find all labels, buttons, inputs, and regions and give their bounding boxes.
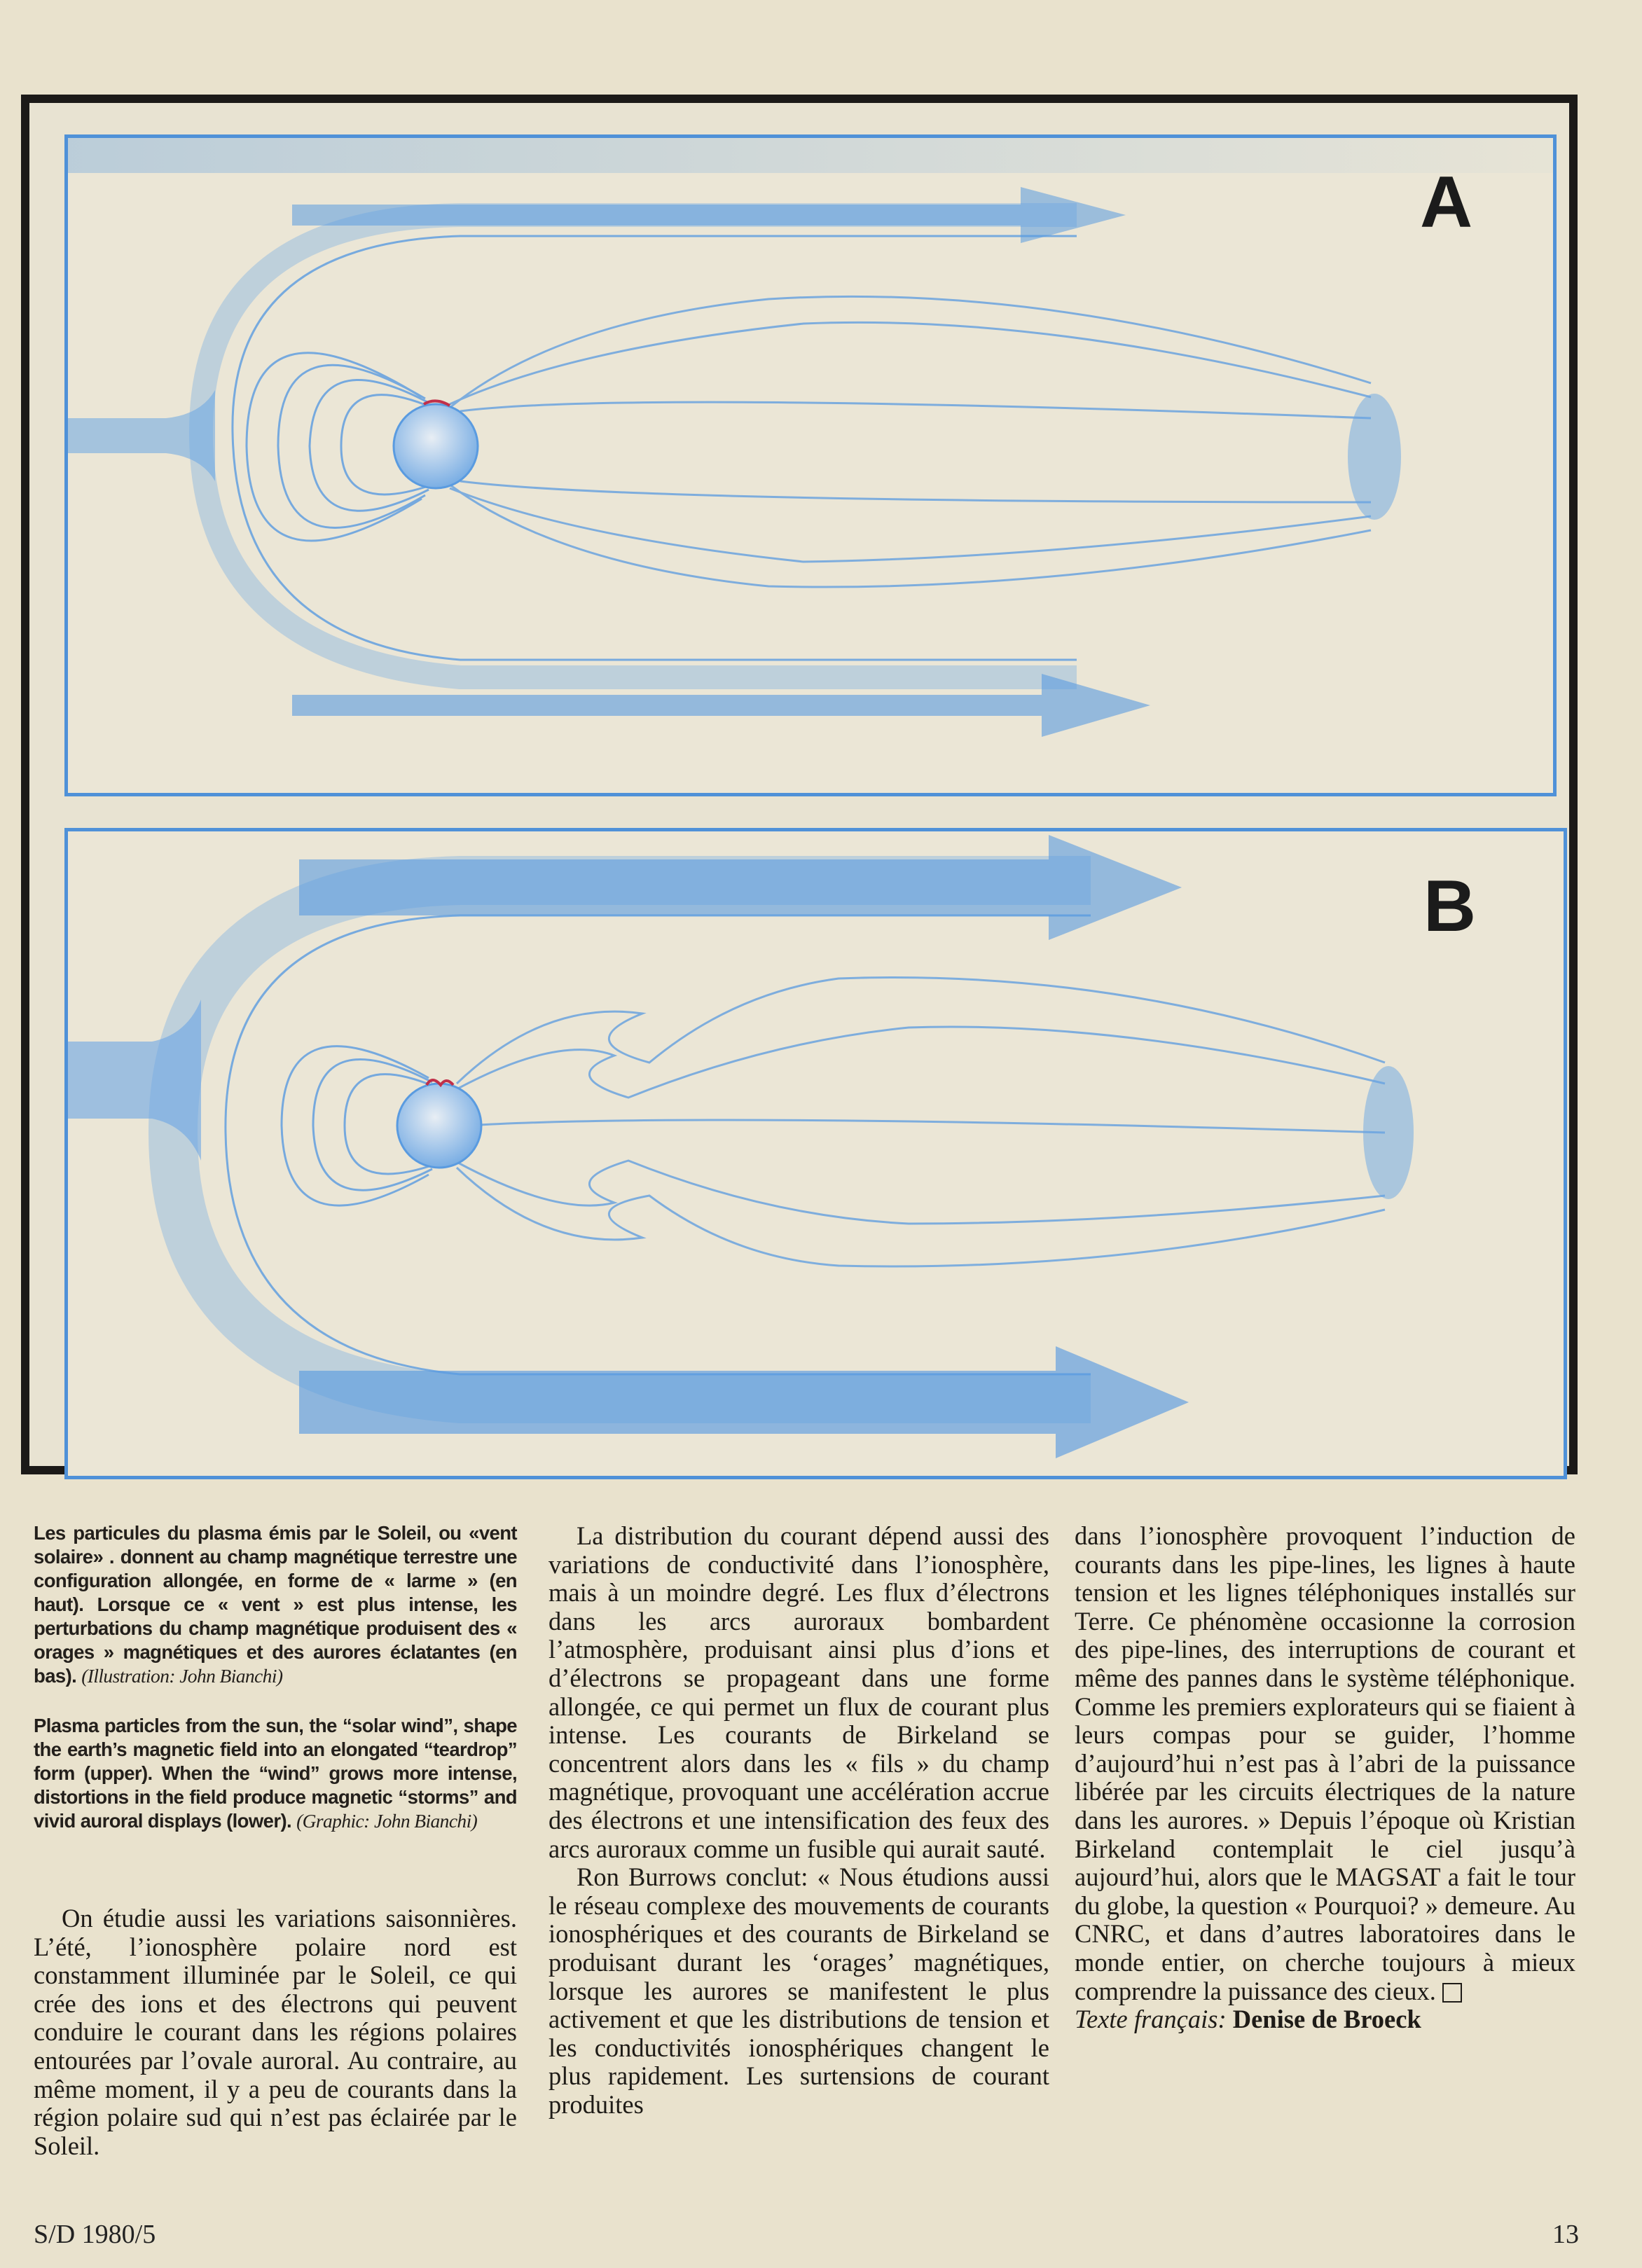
illustration-frame [21, 95, 1578, 1474]
paragraph: La distribution du courant dépend aussi des variations de conductivité dans l’ionosphère, mais à un moindre degré. Les flux d’électrons dans les arcs auroraux bombardent l’atmosphère, produisant ainsi plus d’ions et d’électrons se propageant dans une forme allongée, ce qui permet un flux de courant plus intense. Les courants de Birkeland se concentrent alors dans les « fils » du champ magnétique, provoquant une accélération accrue des électrons et une intensification des feux des arcs auroraux comme un fusible qui aurait sauté. [549, 1521, 1049, 1863]
panel-b-drawing [68, 831, 1564, 1476]
magnetopause-line [226, 915, 1091, 1374]
end-mark-square [1442, 1983, 1462, 2003]
caption-french [34, 1521, 517, 1688]
caption-english-text: Plasma particles from the sun, the “solar wind”, shape the earth’s magnetic field into an elongated “teardrop” form (upper). When the “wind” grows more intense, distortions in the field produce magnetic “storms” and vivid auroral displays (lower). [34, 1715, 517, 1832]
panel-a-drawing [68, 138, 1553, 793]
distorted-field-lines [457, 978, 1385, 1267]
article-column-2 [549, 1522, 1049, 2119]
upper-flow-arrow [292, 187, 1126, 243]
caption-english-credit: (Graphic: John Bianchi) [296, 1810, 478, 1832]
top-haze [68, 138, 1553, 173]
article-column-1 [34, 1904, 517, 2160]
translation-label: Texte français: [1075, 2005, 1227, 2034]
lower-flow-arrow [299, 1346, 1189, 1458]
translator-name: Denise de Broeck [1232, 2005, 1421, 2034]
panel-label-b: B [1423, 866, 1477, 947]
tail-opening [1348, 394, 1401, 520]
tail-field-lines [450, 296, 1371, 587]
earth-globe [394, 404, 478, 488]
caption-english [34, 1714, 517, 1833]
paragraph [1075, 1522, 1575, 2005]
panel-b-magnetic-storm [64, 828, 1567, 1479]
panel-label-a: A [1420, 162, 1473, 243]
page-number: 13 [1552, 2220, 1579, 2249]
caption-french-credit: (Illustration: John Bianchi) [81, 1665, 283, 1687]
upper-flow-arrow [299, 835, 1182, 940]
paragraph: On étudie aussi les variations saisonnières. L’été, l’ionosphère polaire nord est constamment illuminée par le Soleil, ce qui crée des ions et des électrons qui peuvent conduire le courant dans les régions polaires entourées par l’ovale auroral. Au contraire, au même moment, il y a peu de courants dans la région polaire sud qui n’est pas éclairée par le Soleil. [34, 1904, 517, 2160]
magnetopause-envelope [201, 215, 1077, 677]
paragraph: Ron Burrows conclut: « Nous étudions aussi le réseau complexe des mouvements de courants ionosphériques et des courants de Birkeland se produisant durant les ‘orages’ magnétiques, lorsque les aurores se manifestent le plus activement et que les distributions de tension et les conductivités ionosphériques changent le plus rapidement. Les surtensions de courant produites [549, 1862, 1049, 2119]
tail-opening [1363, 1066, 1414, 1199]
caption-french-text: Les particules du plasma émis par le Soleil, ou «vent solaire» . donnent au champ magnétique terrestre une configuration allongée, en forme de « larme » (en haut). Lorsque ce « vent » est plus intense, les perturbations du champ magnétique produisent des « orages » magnétiques et des aurores éclatantes (en bas). [34, 1522, 517, 1687]
issue-label: S/D 1980/5 [34, 2220, 156, 2249]
paragraph-text: dans l’ionosphère provoquent l’induction de courants dans les pipe-lines, les lignes à haute tension et les lignes téléphoniques installés sur Terre. Ce phénomène occasionne la corrosion des pipe-lines, des interruptions de courant et même des pannes dans le système téléphonique. Comme les premiers explorateurs qui se fiaient à leurs compas pour se guider, l’homme d’aujourd’hui n’est pas à l’abri de la puissance libérée par les circuits électriques de la nature dans les aurores. » Depuis l’époque où Kristian Birkeland contemplait le ciel jusqu’à aujourd’hui, alors que le MAGSAT a fait le tour du globe, la question « Pourquoi? » demeure. Au CNRC, et dans d’autres laboratoires dans le monde entier, on cherche toujours à mieux comprendre la puissance des cieux. [1075, 1521, 1575, 2005]
panel-a-magnetosphere [64, 134, 1557, 796]
translation-credit [1075, 2005, 1575, 2034]
earth-globe [397, 1084, 481, 1168]
magnetopause-envelope [173, 880, 1091, 1399]
article-column-3 [1075, 1522, 1575, 2034]
